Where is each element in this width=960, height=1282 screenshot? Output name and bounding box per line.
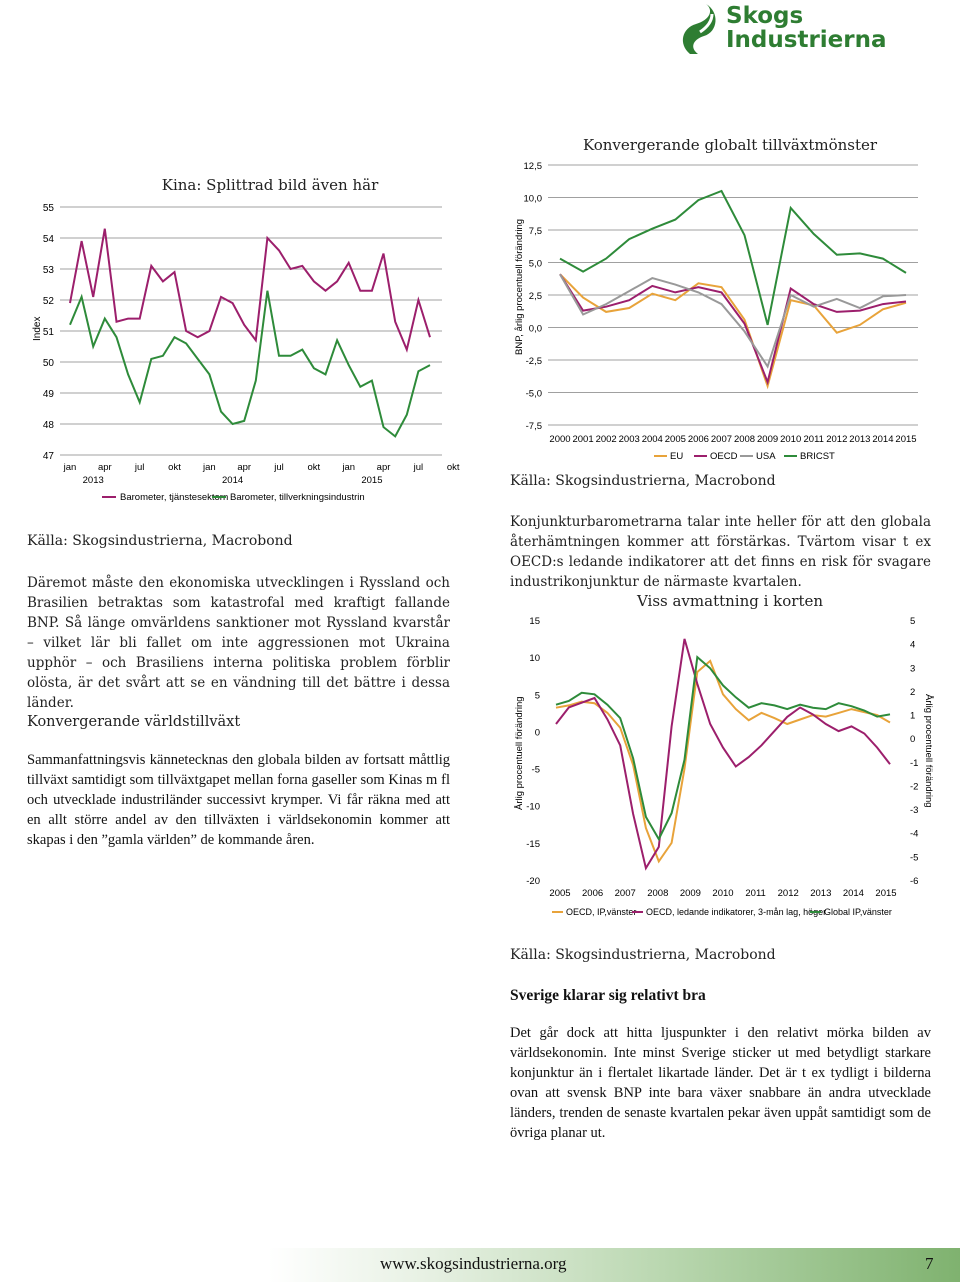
- chart3-ytick-label: 5: [534, 690, 540, 702]
- chart2-legend-label: EU: [670, 451, 684, 462]
- chart3-legend-label: OECD, IP,vänster: [566, 907, 637, 917]
- chart3-xtick-label: 2009: [679, 888, 701, 899]
- chart1-xtick-month: jan: [342, 462, 356, 473]
- brand-logo: [676, 2, 896, 58]
- chart1-ytick-label: 48: [42, 420, 54, 431]
- chart2-series-line-1: [560, 274, 906, 382]
- chart1-xtick-month: jan: [203, 462, 216, 473]
- chart2-series-line-0: [560, 274, 906, 386]
- chart2-xtick-label: 2006: [687, 434, 709, 445]
- chart2-xtick-label: 2013: [849, 434, 871, 445]
- chart3-y2tick-label: 4: [910, 639, 916, 651]
- right-paragraph-1: Konjunkturbarometrarna talar inte heller för att den globala återhämtningen kommer att förstärkas. Tvärtom visar t ex OECD:s ledande indikatorer att det finns en risk för svagare industrikonjunktur de närmaste kvartalen.: [510, 514, 931, 590]
- right-heading: Sverige klarar sig relativt bra: [510, 987, 706, 1004]
- chart3-xtick-label: 2011: [745, 888, 766, 899]
- chart2-xtick-label: 2014: [872, 434, 894, 445]
- chart2-xtick-label: 2011: [803, 434, 824, 445]
- chart3-title: Viss avmattning i korten: [636, 592, 824, 610]
- chart1-ytick-label: 47: [42, 451, 54, 462]
- chart2-xtick-label: 2010: [780, 434, 802, 445]
- chart2-ytick-label: 10,0: [523, 193, 542, 205]
- chart1-ytick-label: 54: [42, 234, 54, 245]
- chart2-ytick-label: -5,0: [525, 388, 542, 400]
- brand-name-line2: Industrierna: [726, 27, 887, 53]
- chart3-ylabel: Årlig procentuell förändring: [514, 696, 525, 810]
- chart1-ytick-label: 52: [42, 296, 54, 307]
- chart3-y2label: Årlig procentuell förändring: [923, 694, 934, 808]
- chart2-xtick-label: 2001: [572, 434, 594, 445]
- chart2-ytick-label: 12,5: [523, 161, 542, 172]
- chart1-xtick-month: apr: [97, 462, 112, 473]
- global-gdp-chart: [500, 155, 940, 467]
- chart1-xtick-month: okt: [168, 462, 181, 473]
- chart2-series-line-2: [560, 274, 906, 366]
- footer-url-link[interactable]: www.skogsindustrierna.org: [380, 1254, 567, 1273]
- chart2-xtick-label: 2008: [733, 434, 756, 445]
- left-source-1: Källa: Skogsindustrierna, Macrobond: [27, 533, 293, 549]
- chart1-legend-label: Barometer, tjänstesektorn: [120, 492, 229, 503]
- chart3-xtick-label: 2015: [875, 888, 897, 899]
- chart2-xtick-label: 2005: [664, 434, 686, 445]
- chart3-legend-label: OECD, ledande indikatorer, 3-mån lag, höger: [646, 907, 827, 917]
- chart3-ytick-label: -20: [526, 876, 540, 887]
- chart3-xtick-label: 2008: [647, 888, 669, 899]
- chart2-xtick-label: 2007: [710, 434, 733, 445]
- chart2-title: Konvergerande globalt tillväxtmönster: [582, 136, 878, 154]
- chart1-ytick-label: 50: [42, 358, 54, 369]
- chart3-y2tick-label: -2: [910, 781, 919, 793]
- chart3-xtick-label: 2010: [712, 888, 734, 899]
- chart3-series-line-1: [556, 639, 890, 868]
- chart3-y2tick-label: -1: [910, 757, 919, 769]
- leaf-logo-icon: [676, 2, 722, 58]
- chart3-ytick-label: 10: [529, 653, 540, 665]
- chart2-ylabel: BNP, årlig procentuell förändring: [514, 218, 525, 355]
- page-number: 7: [925, 1254, 934, 1273]
- chart1-legend-label: Barometer, tillverkningsindustrin: [230, 492, 365, 503]
- oecd-leading-chart: [500, 612, 950, 922]
- chart1-xtick-month: apr: [237, 462, 252, 473]
- chart2-xtick-label: 2015: [895, 434, 917, 445]
- chart2-xtick-label: 2003: [618, 434, 640, 445]
- chart3-y2tick-label: 3: [910, 663, 916, 675]
- chart3-y2tick-label: 1: [910, 710, 916, 722]
- chart2-xtick-label: 2004: [641, 434, 663, 445]
- chart3-ytick-label: -5: [531, 764, 540, 776]
- chart3-y2tick-label: 5: [910, 616, 916, 627]
- right-source-2: Källa: Skogsindustrierna, Macrobond: [510, 947, 776, 963]
- chart1-ytick-label: 49: [42, 389, 54, 400]
- brand-name-line1: Skogs: [726, 3, 804, 29]
- right-paragraph-2: Det går dock att hitta ljuspunkter i den relativt mörka bilden av världsekonomin. Inte minst Sverige sticker ut med betydligt starkare konjunktur än i flertalet likartade länder. Det är t ex tydligt i bilderna ovan att svensk BNP inte bara växer snabbare än andra utvecklade länders, trenden de senaste kvartalen pekar även uppåt samtidigt som de övriga planar ut.: [510, 1025, 931, 1141]
- chart2-legend-label: BRICST: [800, 451, 835, 462]
- chart3-y2tick-label: 2: [910, 686, 916, 698]
- chart3-xtick-label: 2013: [810, 888, 832, 899]
- left-heading: Konvergerande världstillväxt: [27, 714, 241, 730]
- chart1-xtick-month: jul: [274, 462, 284, 473]
- chart2-legend-label: OECD: [710, 451, 738, 462]
- chart1-xtick-month: jul: [134, 462, 145, 473]
- chart1-xtick-year: 2013: [82, 475, 104, 486]
- chart2-xtick-label: 2009: [757, 434, 779, 445]
- chart2-ytick-label: 0,0: [528, 323, 542, 335]
- chart3-series-line-0: [556, 661, 890, 862]
- left-paragraph-2: Sammanfattningsvis kännetecknas den globala bilden av fortsatt måttlig tillväxt samtidigt som tillväxtgapet mellan forna gaseller som Kinas m fl och utvecklade industriländer successivt krymper. Vi får räkna med att en allt större andel av den tillväxten i världsekonomin kommer att skapas i den ”gamla världen” de kommande åren.: [27, 752, 450, 848]
- chart2-xtick-label: 2000: [549, 434, 571, 445]
- chart1-xtick-year: 2014: [222, 475, 244, 486]
- chart3-y2tick-label: -6: [910, 876, 919, 887]
- chart1-ytick-label: 51: [42, 327, 54, 338]
- chart1-ytick-label: 55: [42, 203, 54, 214]
- chart2-xtick-label: 2012: [826, 434, 848, 445]
- chart2-ytick-label: 2,5: [528, 291, 542, 302]
- chart1-xtick-year: 2015: [361, 475, 383, 486]
- chart2-ytick-label: -7,5: [525, 421, 542, 432]
- chart3-xtick-label: 2005: [549, 888, 571, 899]
- chart3-y2tick-label: -5: [910, 852, 919, 864]
- chart2-ytick-label: -2,5: [525, 356, 542, 367]
- chart3-xtick-label: 2014: [842, 888, 864, 899]
- chart3-ytick-label: 0: [534, 727, 540, 739]
- chart2-ytick-label: 7,5: [528, 226, 542, 237]
- chart1-series-line-1: [70, 291, 430, 437]
- chart3-xtick-label: 2007: [614, 888, 636, 899]
- chart3-ytick-label: 15: [529, 616, 540, 627]
- chart1-xtick-month: apr: [376, 462, 391, 473]
- chart1-xtick-month: jul: [413, 462, 424, 473]
- chart1-xtick-month: okt: [307, 462, 321, 473]
- chart1-ylabel: Index: [32, 316, 43, 341]
- chart3-y2tick-label: 0: [910, 734, 916, 746]
- chart3-ytick-label: -15: [526, 838, 540, 850]
- chart2-xtick-label: 2002: [595, 434, 617, 445]
- right-source-1: Källa: Skogsindustrierna, Macrobond: [510, 473, 776, 489]
- chart1-xtick-month: okt: [446, 462, 460, 473]
- chart1-xtick-month: jan: [63, 462, 77, 473]
- left-paragraph-1: Däremot måste den ekonomiska utvecklingen i Ryssland och Brasilien betraktas som katastrofal med kraftigt fallande BNP. Så länge omvärldens sanktioner mot Ryssland kvarstår – vilket lär bli fallet om inte aggressionen mot Ukraina upphör – och Brasiliens interna politiska problem förblir olösta, är det svårt att se en vändning till det bättre i dessa länder.: [27, 575, 450, 711]
- chart3-y2tick-label: -4: [910, 828, 919, 840]
- chart1-title: Kina: Splittrad bild även här: [161, 176, 379, 194]
- chart3-y2tick-label: -3: [910, 805, 919, 817]
- chart3-xtick-label: 2012: [777, 888, 799, 899]
- chart1-ytick-label: 53: [42, 265, 54, 276]
- chart3-xtick-label: 2006: [582, 888, 604, 899]
- chart3-ytick-label: -10: [526, 801, 540, 813]
- chart2-ytick-label: 5,0: [528, 258, 542, 270]
- china-barometer-chart: [20, 195, 460, 505]
- chart2-legend-label: USA: [756, 451, 776, 462]
- chart3-legend-label: Global IP,vänster: [824, 907, 892, 917]
